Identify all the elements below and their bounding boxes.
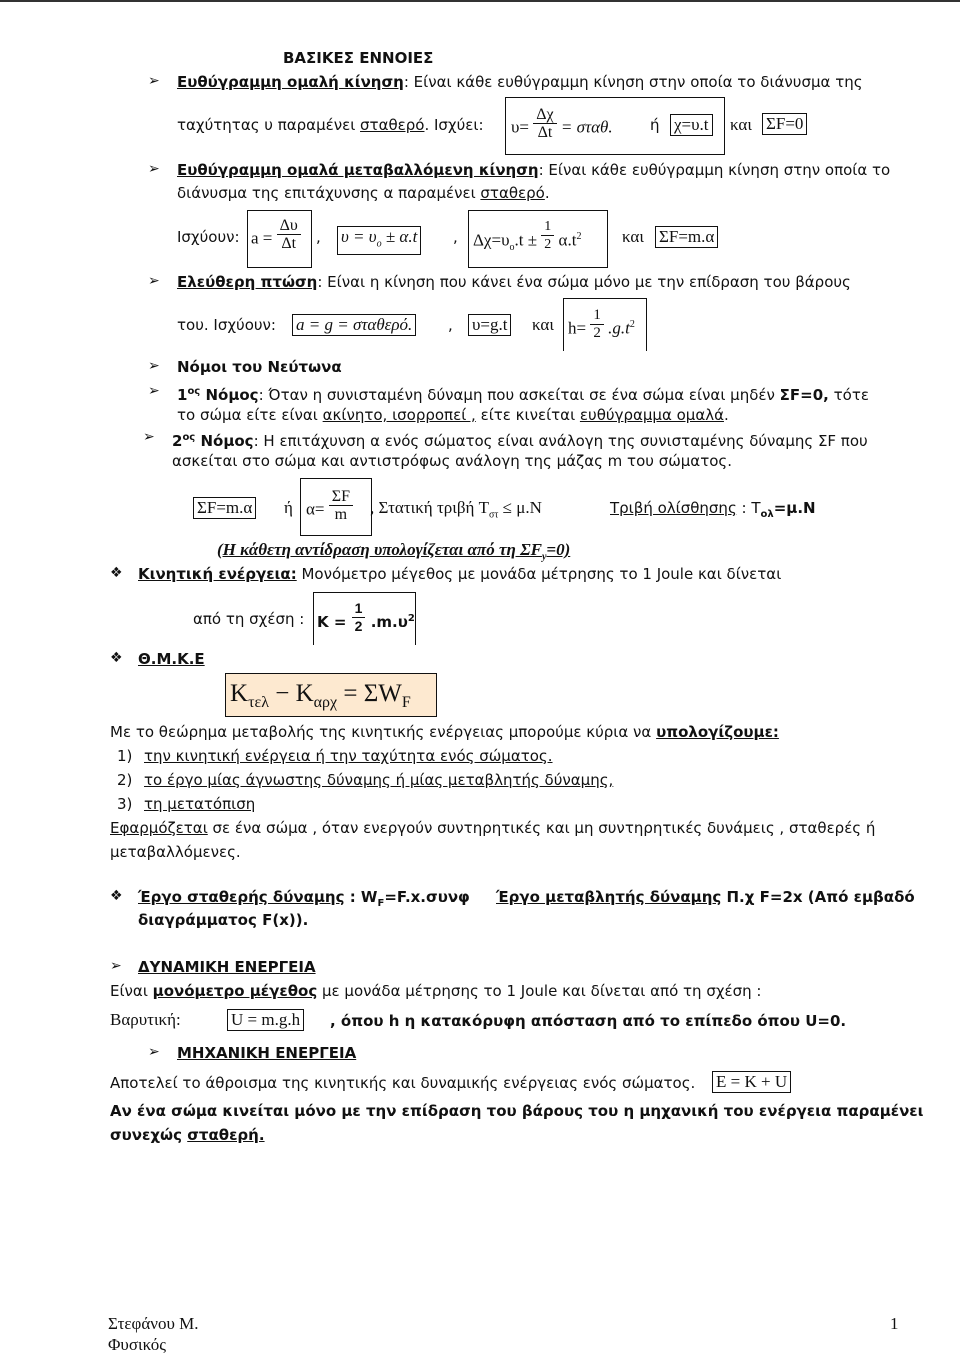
s4-static-text: , Στατική τριβή T	[370, 498, 489, 517]
s7-var-rest: Π.χ F=2x (Από εμβαδό	[721, 888, 915, 906]
s4-law1-line2	[177, 406, 729, 424]
s1-desc2b: . Ισχύει:	[424, 116, 484, 134]
s4-law1-l2a: το σώμα είτε είναι	[177, 406, 323, 424]
footer-page-number: 1	[890, 1314, 899, 1333]
s2-x-box	[468, 210, 608, 268]
s1-desc2u: σταθερό	[360, 116, 425, 134]
s4-law1-name: Νόμος	[200, 386, 259, 404]
s4-a-fraction	[329, 488, 353, 523]
s2-holds: Ισχύουν:	[177, 228, 240, 246]
s6-eq-minus: − K	[268, 680, 314, 707]
s6-intro-u: υπολογίζουμε:	[656, 723, 779, 741]
arrow-bullet-icon: ➢	[148, 1044, 160, 1060]
s2-desc2b: .	[544, 184, 550, 202]
s1-fraction	[533, 106, 556, 141]
s5-from: από τη σχέση :	[193, 610, 305, 628]
diamond-bullet-icon: ❖	[110, 888, 123, 904]
s6-intro	[110, 723, 779, 741]
s4-eq1-box: ΣF=m.α	[193, 497, 256, 519]
s3-h-rest: .g.t	[608, 318, 630, 338]
s4-normal-u	[217, 540, 571, 563]
s2-line2	[177, 184, 550, 202]
s4-law1-l2u1: ακίνητο, ισορροπεί ,	[322, 406, 476, 424]
s2-f-box: ΣF=m.α	[655, 226, 718, 248]
s1-line2	[177, 116, 484, 134]
s2-comma-2: ,	[453, 228, 458, 246]
s2-comma-1: ,	[316, 228, 321, 246]
s3-line1	[177, 273, 851, 291]
s9-bold-u: σταθερή.	[187, 1126, 265, 1144]
s7-var-l2: διαγράμματος F(x)).	[138, 911, 309, 929]
s6-item-num: 3)	[117, 795, 133, 813]
s3-h-formula	[568, 307, 635, 342]
s2-a-lhs: a =	[251, 228, 273, 248]
s8-grav: Βαρυτική:	[110, 1010, 181, 1029]
s2-v-eq: υ = υ	[341, 227, 377, 246]
s1-f-num: Δχ	[533, 106, 556, 124]
s4-law2-line2: ασκείται στο σώμα και αντιστρόφως ανάλογη της μάζας m του σώματος.	[172, 452, 732, 470]
s2-line1	[177, 161, 890, 179]
s4-kinetic-friction	[610, 499, 816, 524]
s2-f-formula	[655, 226, 718, 248]
s3-term: Ελεύθερη πτώση	[177, 273, 318, 291]
s4-law1-bold: ΣF=0,	[779, 386, 829, 404]
s2-term: Ευθύγραμμη ομαλά μεταβαλλόμενη κίνηση	[177, 161, 539, 179]
top-border	[0, 0, 960, 6]
s3-h-sup: 2	[629, 319, 635, 330]
s7-term-tail: =F.x.συνφ	[384, 888, 470, 906]
s3-and: και	[532, 315, 554, 334]
arrow-bullet-icon: ➢	[143, 429, 155, 445]
s4-law2-line1	[172, 429, 868, 450]
s1-and: και	[730, 115, 752, 134]
s1-or: ή	[650, 116, 660, 134]
s4-a-num: ΣF	[329, 488, 353, 506]
s4-or: ή	[284, 498, 293, 517]
s3-v-box: υ=g.t	[468, 314, 511, 336]
s3-h-lhs: h=	[568, 318, 587, 338]
s6-item-text: το έργο μίας άγνωστης δύναμης ή μίας μεταβλητής δύναμης,	[144, 771, 614, 789]
s6-item-num: 2)	[117, 771, 133, 789]
s2-x-eq: Δχ=υ	[473, 230, 510, 250]
diamond-bullet-icon: ❖	[110, 565, 123, 581]
arrow-bullet-icon: ➢	[148, 161, 160, 177]
s1-f-den: Δt	[537, 124, 553, 141]
s7-const	[138, 888, 470, 913]
diamond-bullet-icon: ❖	[110, 650, 123, 666]
s1-f-rhs: = σταθ.	[560, 117, 613, 137]
s5-k-lhs: K =	[317, 613, 347, 631]
s2-v-rest: ± α.t	[381, 227, 418, 246]
s4-normal-note	[217, 541, 570, 566]
s2-x-rest: α.t	[558, 230, 577, 250]
s2-and: και	[622, 227, 644, 246]
s5-k-sup: 2	[407, 613, 415, 624]
s4-normal-b: =0)	[546, 540, 571, 559]
s2-x-den: 2	[544, 237, 552, 253]
s4-eq1	[193, 497, 256, 519]
s5-k-den: 2	[354, 618, 363, 634]
s3-h-num: 1	[590, 307, 604, 325]
s4-law2-text: : Η επιτάχυνση α ενός σώματος είναι ανάλογη της συνισταμένης δύναμης ΣF που	[253, 432, 868, 450]
s5-term: Κινητική ενέργεια:	[138, 565, 297, 583]
arrow-bullet-icon: ➢	[148, 383, 160, 399]
s1-f2-box: χ=υ.t	[670, 114, 713, 136]
s4-kin-rest: : T	[736, 499, 761, 517]
s9-desc: Αποτελεί το άθροισμα της κινητικής και δυναμικής ενέργειας ενός σώματος.	[110, 1074, 696, 1092]
s6-eq-k2-sub: αρχ	[313, 694, 338, 711]
s7-var-u: Έργο μεταβλητής δύναμης	[496, 888, 722, 906]
s8-u-box: U = m.g.h	[227, 1009, 304, 1031]
s8-u-formula	[227, 1009, 304, 1031]
s4-kin-sub: ολ	[760, 509, 774, 520]
s4-law1-l2u2: ευθύγραμμα ομαλά	[579, 406, 724, 424]
s5-k-num: 1	[352, 600, 366, 618]
s6-eq-k1-sub: τελ	[248, 694, 269, 711]
arrow-bullet-icon: ➢	[110, 958, 122, 974]
s6-item-text: τη μετατόπιση	[144, 795, 256, 813]
s4-a-lhs: α=	[306, 499, 325, 519]
s6-intro-a: Με το θεώρημα μεταβολής της κινητικής ενέργειας μπορούμε κύρια να	[110, 723, 657, 741]
s5-k-rest: .m.υ	[370, 613, 408, 631]
s5-k-fraction	[352, 600, 366, 635]
s4-law1-line1	[177, 383, 869, 404]
s4-law1-sup: ος	[187, 386, 201, 397]
s1-line1	[177, 73, 863, 91]
arrow-bullet-icon: ➢	[148, 273, 160, 289]
s9-title: ΜΗΧΑΝΙΚΗ ΕΝΕΡΓΕΙΑ	[177, 1044, 357, 1062]
s2-desc2u: σταθερό	[480, 184, 545, 202]
footer-author: Στεφάνου Μ.	[108, 1314, 199, 1333]
s6-item-text: την κινητική ενέργεια ή την ταχύτητα ενός σώματος.	[144, 747, 553, 765]
s2-a-num: Δυ	[277, 217, 301, 235]
arrow-bullet-icon: ➢	[148, 73, 160, 89]
s3-desc1: : Είναι η κίνηση που κάνει ένα σώμα μόνο με την επίδραση του βάρους	[317, 273, 851, 291]
s1-desc2a: ταχύτητας υ παραμένει	[177, 116, 361, 134]
s8-desc-a: Είναι	[110, 982, 153, 1000]
s6-eq-k1: K	[230, 680, 249, 707]
s9-bold-b	[110, 1126, 265, 1144]
s3-v-formula	[468, 314, 511, 336]
s3-desc2: του. Ισχύουν:	[177, 316, 276, 334]
s4-normal-sub: y	[541, 551, 547, 563]
s7-var	[496, 888, 915, 906]
s7-term-rest: : W	[344, 888, 378, 906]
s2-x-mid: .t ±	[514, 230, 538, 250]
s4-law2-sup: ος	[182, 432, 196, 443]
s6-apply-u: Εφαρμόζεται	[110, 819, 208, 837]
s6-equation	[230, 680, 411, 717]
s4-law1-l2b: είτε κινείται	[475, 406, 580, 424]
s5-k-formula	[317, 600, 415, 635]
s2-a-fraction	[277, 217, 301, 252]
s2-desc2a: διάνυσμα της επιτάχυνσης α παραμένει	[177, 184, 481, 202]
s9-e-box: E = K + U	[712, 1071, 791, 1093]
s1-f3	[762, 113, 807, 135]
s4-law2-num: 2	[172, 432, 183, 450]
arrow-bullet-icon: ➢	[148, 358, 160, 374]
s4-static	[370, 499, 542, 524]
s2-x-sub: o	[509, 242, 515, 254]
s2-v-sub: o	[376, 238, 382, 250]
s3-g-formula	[292, 314, 416, 336]
s5-desc: Μονόμετρο μέγεθος με μονάδα μέτρησης το 1 Joule και δίνεται	[296, 565, 782, 583]
s1-f3-box: ΣF=0	[762, 113, 807, 135]
s6-item-num: 1)	[117, 747, 133, 765]
s8-desc	[110, 982, 761, 1000]
s1-f2	[670, 114, 713, 136]
s6-apply	[110, 819, 875, 837]
s4-kin-tail: =μ.N	[773, 499, 816, 517]
s4-law1-text: : Όταν η συνισταμένη δύναμη που ασκείται σε ένα σώμα είναι μηδέν	[258, 386, 780, 404]
s6-eq-rest: = ΣW	[337, 680, 402, 707]
s4-static-sub: στ	[489, 509, 499, 521]
s4-law2-name: Νόμος	[195, 432, 254, 450]
s6-eq-w-sub: F	[401, 694, 411, 711]
s8-desc-b: με μονάδα μέτρησης το 1 Joule και δίνεται από τη σχέση :	[317, 982, 762, 1000]
s7-term-u: Έργο σταθερής δύναμης	[138, 888, 345, 906]
s4-kin-u: Τριβή ολίσθησης	[610, 499, 737, 517]
footer-subject: Φυσικός	[108, 1335, 167, 1354]
s4-law1-num: 1	[177, 386, 188, 404]
s6-term: Θ.Μ.Κ.Ε	[138, 650, 205, 668]
s2-x-num: 1	[541, 218, 554, 236]
s7-term-sub: F	[377, 898, 385, 909]
s3-h-fraction	[590, 307, 604, 342]
s4-static-rest: ≤ μ.N	[498, 498, 542, 517]
s4-normal-a: (Η κάθετη αντίδραση υπολογίζεται από τη ΣF	[217, 540, 542, 559]
s8-desc-u: μονόμετρο μέγεθος	[152, 982, 318, 1000]
s2-v-box	[337, 226, 421, 255]
s9-bold-a: Αν ένα σώμα κινείται μόνο με την επίδραση του βάρους του η μηχανική του ενέργεια παραμένει	[110, 1102, 924, 1120]
s5-line1	[138, 565, 781, 583]
s4-a-den: m	[334, 506, 348, 523]
s9-e-formula	[712, 1071, 791, 1093]
s4-law1-l2c: .	[723, 406, 729, 424]
s2-a-den: Δt	[281, 235, 297, 252]
s9-bold-b-text: συνεχώς	[110, 1126, 188, 1144]
s3-comma: ,	[448, 316, 453, 334]
s6-apply-l2: μεταβαλλόμενες.	[110, 843, 241, 861]
s3-h-den: 2	[593, 325, 601, 342]
s2-x-sup: 2	[576, 231, 582, 242]
page-title: ΒΑΣΙΚΕΣ ΕΝΝΟΙΕΣ	[283, 49, 434, 67]
s1-desc1: : Είναι κάθε ευθύγραμμη κίνηση στην οποία το διάνυσμα της	[403, 73, 863, 91]
s1-term: Ευθύγραμμη ομαλή κίνηση	[177, 73, 404, 91]
s2-desc1: : Είναι κάθε ευθύγραμμη κίνηση στην οποία το	[538, 161, 891, 179]
s4-title: Νόμοι του Νεύτωνα	[177, 358, 342, 376]
s6-apply-rest: σε ένα σώμα , όταν ενεργούν συντηρητικές και μη συντηρητικές δυνάμεις , σταθερές ή	[207, 819, 876, 837]
s8-u-note: , όπου h η κατακόρυφη απόσταση από το επίπεδο όπου U=0.	[330, 1012, 847, 1030]
s2-v-formula	[337, 226, 421, 255]
s8-title: ΔΥΝΑΜΙΚΗ ΕΝΕΡΓΕΙΑ	[138, 958, 316, 976]
s3-g-box: a = g = σταθερό.	[292, 314, 416, 336]
s4-law1-tail: τότε	[828, 386, 869, 404]
s1-f-lhs: υ=	[511, 117, 530, 137]
